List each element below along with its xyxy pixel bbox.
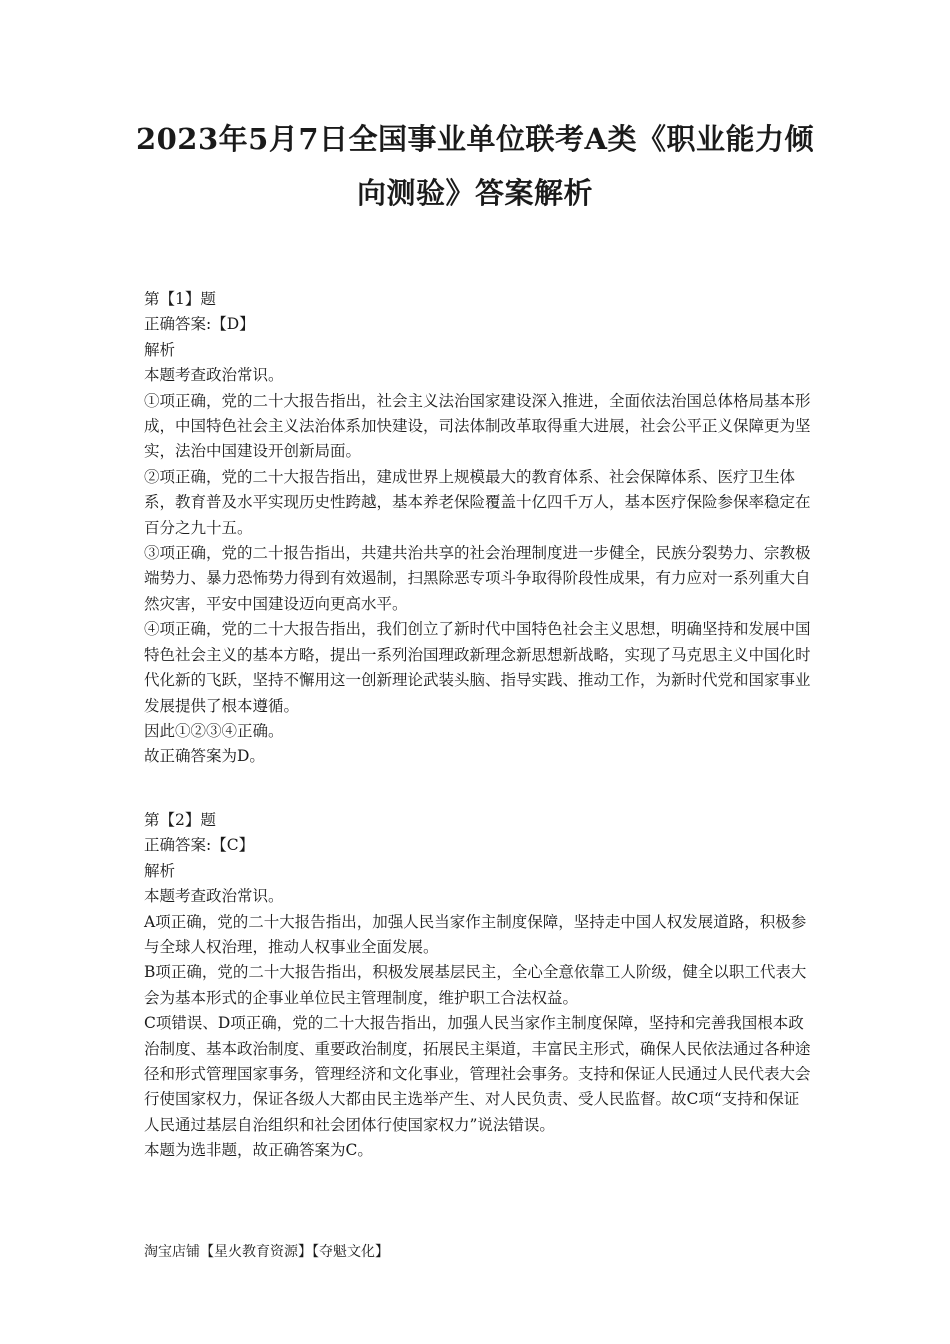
analysis-paragraph: A项正确，党的二十大报告指出，加强人民当家作主制度保障，坚持走中国人权发展道路，积极参与全球人权治理，推动人权事业全面发展。 [144, 912, 807, 957]
analysis-label: 解析 [144, 340, 176, 359]
title-line-1: 2023年5月7日全国事业单位联考A类《职业能力倾 [135, 122, 815, 156]
analysis-paragraph: C项错误、D项正确，党的二十大报告指出，加强人民当家作主制度保障，坚持和完善我国根本政治制度、基本政治制度、重要政治制度，拓展民主渠道，丰富民主形式，确保人民依法通过各种途径和形式管理国家事务，管理经济和文化事业，管理社会事务。支持和保证人民通过人民代表大会行使国家权力，保证各级人大都由民主选举产生、对人民负责、受人民监督。故C项“支持和保证人民通过基层自治组织和社会团体行使国家权力”说法错误。 [144, 1014, 811, 1134]
document-title [100, 112, 850, 220]
analysis-paragraph: ①项正确，党的二十大报告指出，社会主义法治国家建设深入推进，全面依法治国总体格局基本形成，中国特色社会主义法治体系加快建设，司法体制改革取得重大进展，社会公平正义保障更为坚实，法治中国建设开创新局面。 [144, 391, 811, 461]
analysis-paragraph: 本题考查政治常识。 [144, 887, 284, 906]
analysis-paragraph: 故正确答案为D。 [144, 747, 265, 766]
correct-answer: 正确答案:【C】 [144, 836, 255, 855]
analysis-paragraph: 本题考查政治常识。 [144, 366, 284, 385]
analysis-paragraph: ③项正确，党的二十报告指出，共建共治共享的社会治理制度进一步健全，民族分裂势力、宗教极端势力、暴力恐怖势力得到有效遏制，扫黑除恶专项斗争取得阶段性成果，有力应对一系列重大自然灾害，平安中国建设迈向更高水平。 [144, 544, 811, 613]
page-footer: 淘宝店铺【星火教育资源】【夺魁文化】 [144, 1244, 389, 1260]
question-2-section [144, 808, 812, 1164]
analysis-paragraph: 本题为选非题，故正确答案为C。 [144, 1141, 373, 1160]
question-heading: 第【1】题 [144, 290, 216, 308]
title-line-2: 向测验》答案解析 [356, 176, 593, 210]
analysis-paragraph: B项正确，党的二十大报告指出，积极发展基层民主，全心全意依靠工人阶级，健全以职工代表大会为基本形式的企事业单位民主管理制度，维护职工合法权益。 [144, 963, 807, 1007]
question-heading: 第【2】题 [144, 811, 216, 829]
analysis-paragraph: ④项正确，党的二十大报告指出，我们创立了新时代中国特色社会主义思想，明确坚持和发展中国特色社会主义的基本方略，提出一系列治国理政新理念新思想新战略，实现了马克思主义中国化时代化新的飞跃，坚持不懈用这一创新理论武装头脑、指导实践、推动工作，为新时代党和国家事业发展提供了根本遵循。 [144, 620, 811, 715]
correct-answer: 正确答案:【D】 [144, 315, 255, 334]
question-1-section [144, 287, 812, 770]
analysis-paragraph: 因此①②③④正确。 [144, 721, 284, 740]
analysis-paragraph: ②项正确，党的二十大报告指出，建成世界上规模最大的教育体系、社会保障体系、医疗卫生体系，教育普及水平实现历史性跨越，基本养老保险覆盖十亿四千万人，基本医疗保险参保率稳定在百分之九十五。 [144, 467, 811, 537]
analysis-label: 解析 [144, 861, 176, 880]
